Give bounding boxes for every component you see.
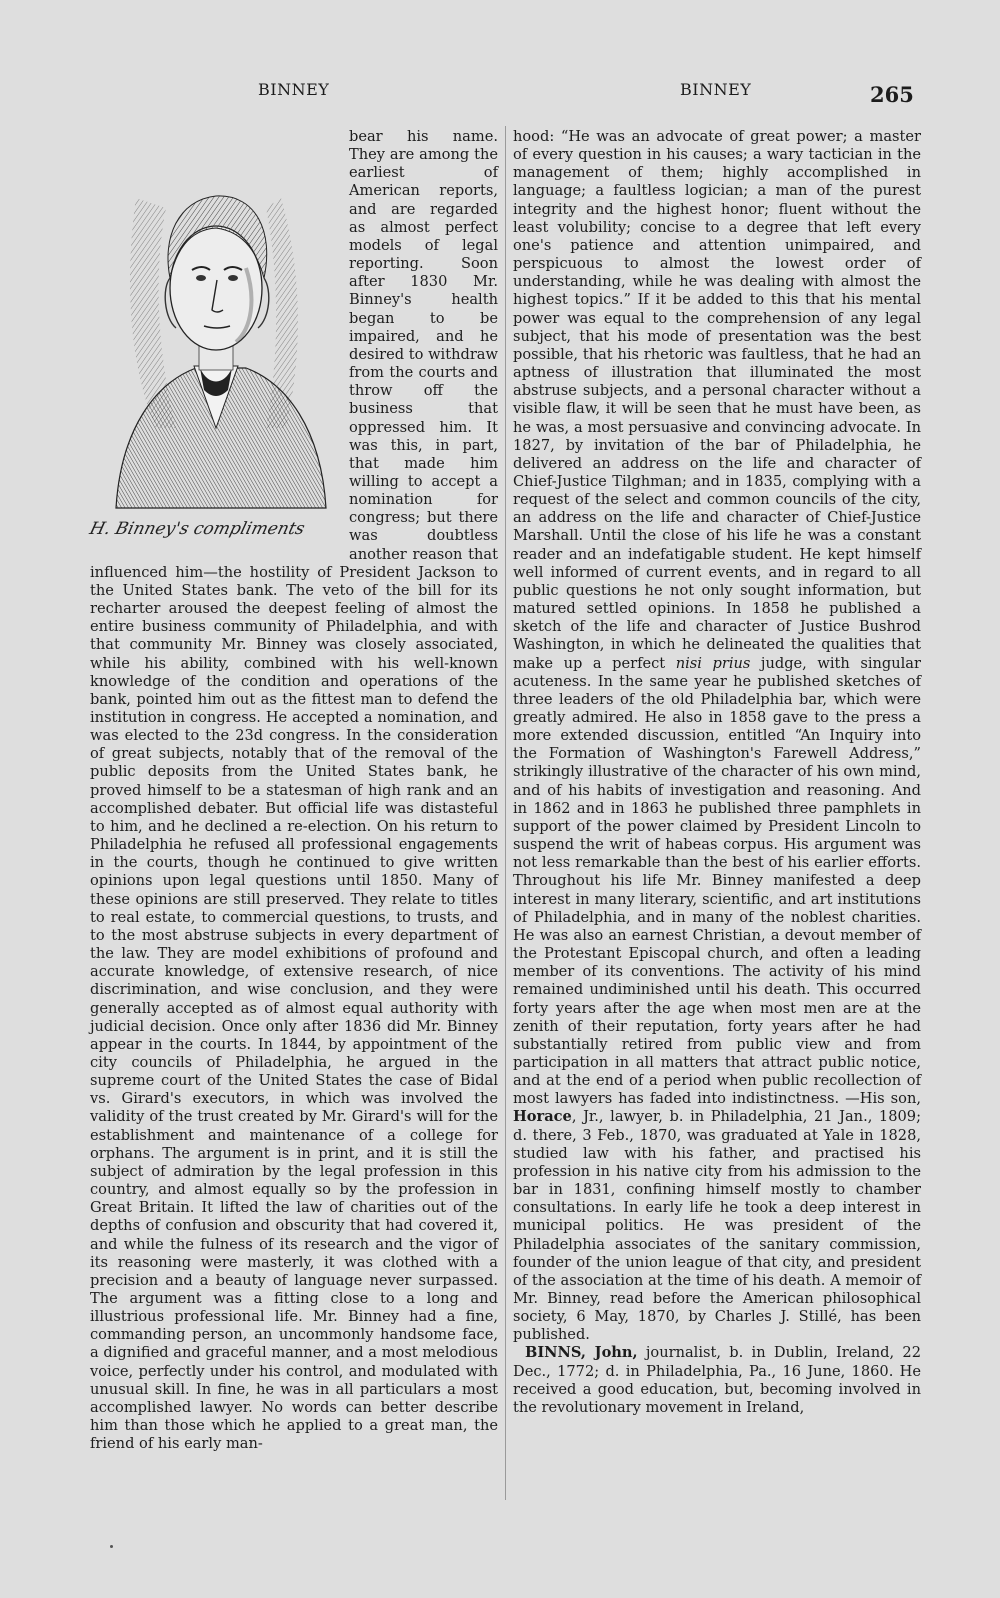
print-speck: [110, 1545, 113, 1548]
running-head-right: BINNEY: [680, 80, 752, 99]
binns-entry: [513, 1344, 921, 1417]
binns-text: journalist, b. in Dublin, Ireland, 22 Dec., 1772; d. in Philadelphia, Pa., 16 June, 1860. He received a good education, but, becoming involved in the revolutionary movement in Ireland,: [513, 1344, 921, 1416]
italic-term: nisi prius: [675, 654, 751, 672]
son-name: Horace: [513, 1108, 572, 1126]
signature: H. Binney's compliments: [87, 519, 307, 539]
left-column: [87, 128, 498, 1453]
column-rule: [505, 126, 506, 1500]
son-entry: , Jr., lawyer, b. in Philadelphia, 21 Jan., 1809; d. there, 3 Feb., 1870, was graduated at Yale in 1828, studied law with his father, and practised his profession in his native city from his admission to the bar in 1831, confining himself mostly to chamber consultations. In early life he took a deep interest in municipal politics. He was president of the Philadelphia associates of the sanitary commission, founder of the union league of that city, and president of the association at the time of his death. A memoir of Mr. Binney, read before the American philosophical society, 6 May, 1870, by Charles J. Stillé, has been published.: [513, 1108, 921, 1344]
portrait-illustration: [96, 128, 336, 513]
running-head-left: BINNEY: [258, 80, 330, 99]
biography-text-left: bear his name. They are among the earliest of American reports, and are regarded as almost perfect models of legal reporting. Soon after 1830 Mr. Binney's health began to be impaired, and he desired to withdraw from the courts and throw off the business that oppressed him. It was this, in part, that made him willing to accept a nomination for congress; but there was doubtless another reason that influenced him—the hostility of President Jackson to the United States bank. The veto of the bill for its recharter aroused the deepest feeling of almost the entire business community of Philadelphia, and with that community Mr. Binney was closely associated, while his ability, combined with his well-known knowledge of the condition and operations of the bank, pointed him out as the fittest man to defend the institution in congress. He accepted a nomination, and was elected to the 23d congress. In the consideration of great subjects, notably that of the removal of the public deposits from the United States bank, he proved himself to be a statesman of high rank and an accomplished debater. But official life was distasteful to him, and he declined a re-election. On his return to Philadelphia he refused all professional engagements in the courts, though he continued to give written opinions upon legal questions until 1850. Many of these opinions are still preserved. They relate to titles to real estate, to commercial questions, to trusts, and to the most abstruse subjects in every department of the law. They are model exhibitions of profound and accurate knowledge, of extensive research, of nice discrimination, and wise conclusion, and they were generally accepted as of almost equal authority with judicial decision. Once only after 1836 did Mr. Binney appear in the courts. In 1844, by appointment of the city councils of Philadelphia, he argued in the supreme court of the United States the case of Bidal vs. Girard's executors, in which was involved the validity of the trust created by Mr. Girard's will for the establishment and maintenance of a college for orphans. The argument is in print, and it is still the subject of admiration by the legal profession in this country, and almost equally so by the profession in Great Britain. It lifted the law of charities out of the depths of confusion and obscurity that had covered it, and while the fulness of its research and the vigor of its reasoning were masterly, it was clothed with a precision and a beauty of language never surpassed. The argument was a fitting close to a long and illustrious professional life. Mr. Binney had a fine, commanding person, an uncommonly handsome face, a dignified and graceful manner, and a most melodious voice, perfectly under his control, and modulated with unusual skill. In fine, he was in all particulars a most accomplished lawyer. No words can better describe him than those which he applied to a great man, the friend of his early man-: [90, 128, 498, 1453]
text-segment: judge, with singular acuteness. In the same year he published sketches of three leaders of the old Philadelphia bar, which were greatly admired. He also in 1858 gave to the press a more extended discussion, entitled “An Inquiry into the Formation of Washington's Farewell Address,” strikingly illustrative of the character of his own mind, and of his habits of investigation and reasoning. And in 1862 and in 1863 he published three pamphlets in support of the power claimed by President Lincoln to suspend the writ of habeas corpus. His argument was not less remarkable than the best of his earlier efforts. Throughout his life Mr. Binney manifested a deep interest in many literary, scientific, and art institutions of Philadelphia, and in many of the noblest charities. He was also an earnest Christian, a devout member of the Protestant Episcopal church, and often a leading member of its conventions. The activity of his mind remained undiminished until his death. This occurred forty years after the age when most men are at the zenith of their reputation, forty years after he had substantially retired from public view and from participation in all matters that attract public notice, and at the end of a period when public recollection of most lawyers has faded into indistinctness. —His son,: [513, 654, 921, 1108]
biography-text-right: [513, 128, 921, 1344]
page-number: 265: [870, 82, 914, 107]
portrait-engraving: [87, 128, 345, 550]
right-column: [513, 128, 921, 1417]
entry-heading-binns: BINNS, John,: [525, 1344, 638, 1362]
text-segment: hood: “He was an advocate of great power; a master of every question in his causes; a wary tactician in the management of them; highly accomplished in language; a faultless logician; a man of the purest integrity and the highest honor; fluent without the least volubility; concise to a degree that left every one's patience and attention unimpaired, and perspicuous to almost the lowest order of understanding, while he was dealing with almost the highest topics.” If it be added to this that his mental power was equal to the comprehension of any legal subject, that his mode of presentation was the best possible, that his rhetoric was faultless, that he had an aptness of illustration that illuminated the most abstruse subjects, and a personal character without a visible flaw, it will be seen that he must have been, as he was, a most persuasive and convincing advocate. In 1827, by invitation of the bar of Philadelphia, he delivered an address on the life and character of Chief-Justice Tilghman; and in 1835, complying with a request of the select and common councils of the city, an address on the life and character of Chief-Justice Marshall. Until the close of his life he was a constant reader and an indefatigable student. He kept himself well informed of current events, and in regard to all public questions he not only sought information, but matured settled opinions. In 1858 he published a sketch of the life and character of Justice Bushrod Washington, in which he delineated the qualities that make up a perfect: [513, 128, 921, 672]
